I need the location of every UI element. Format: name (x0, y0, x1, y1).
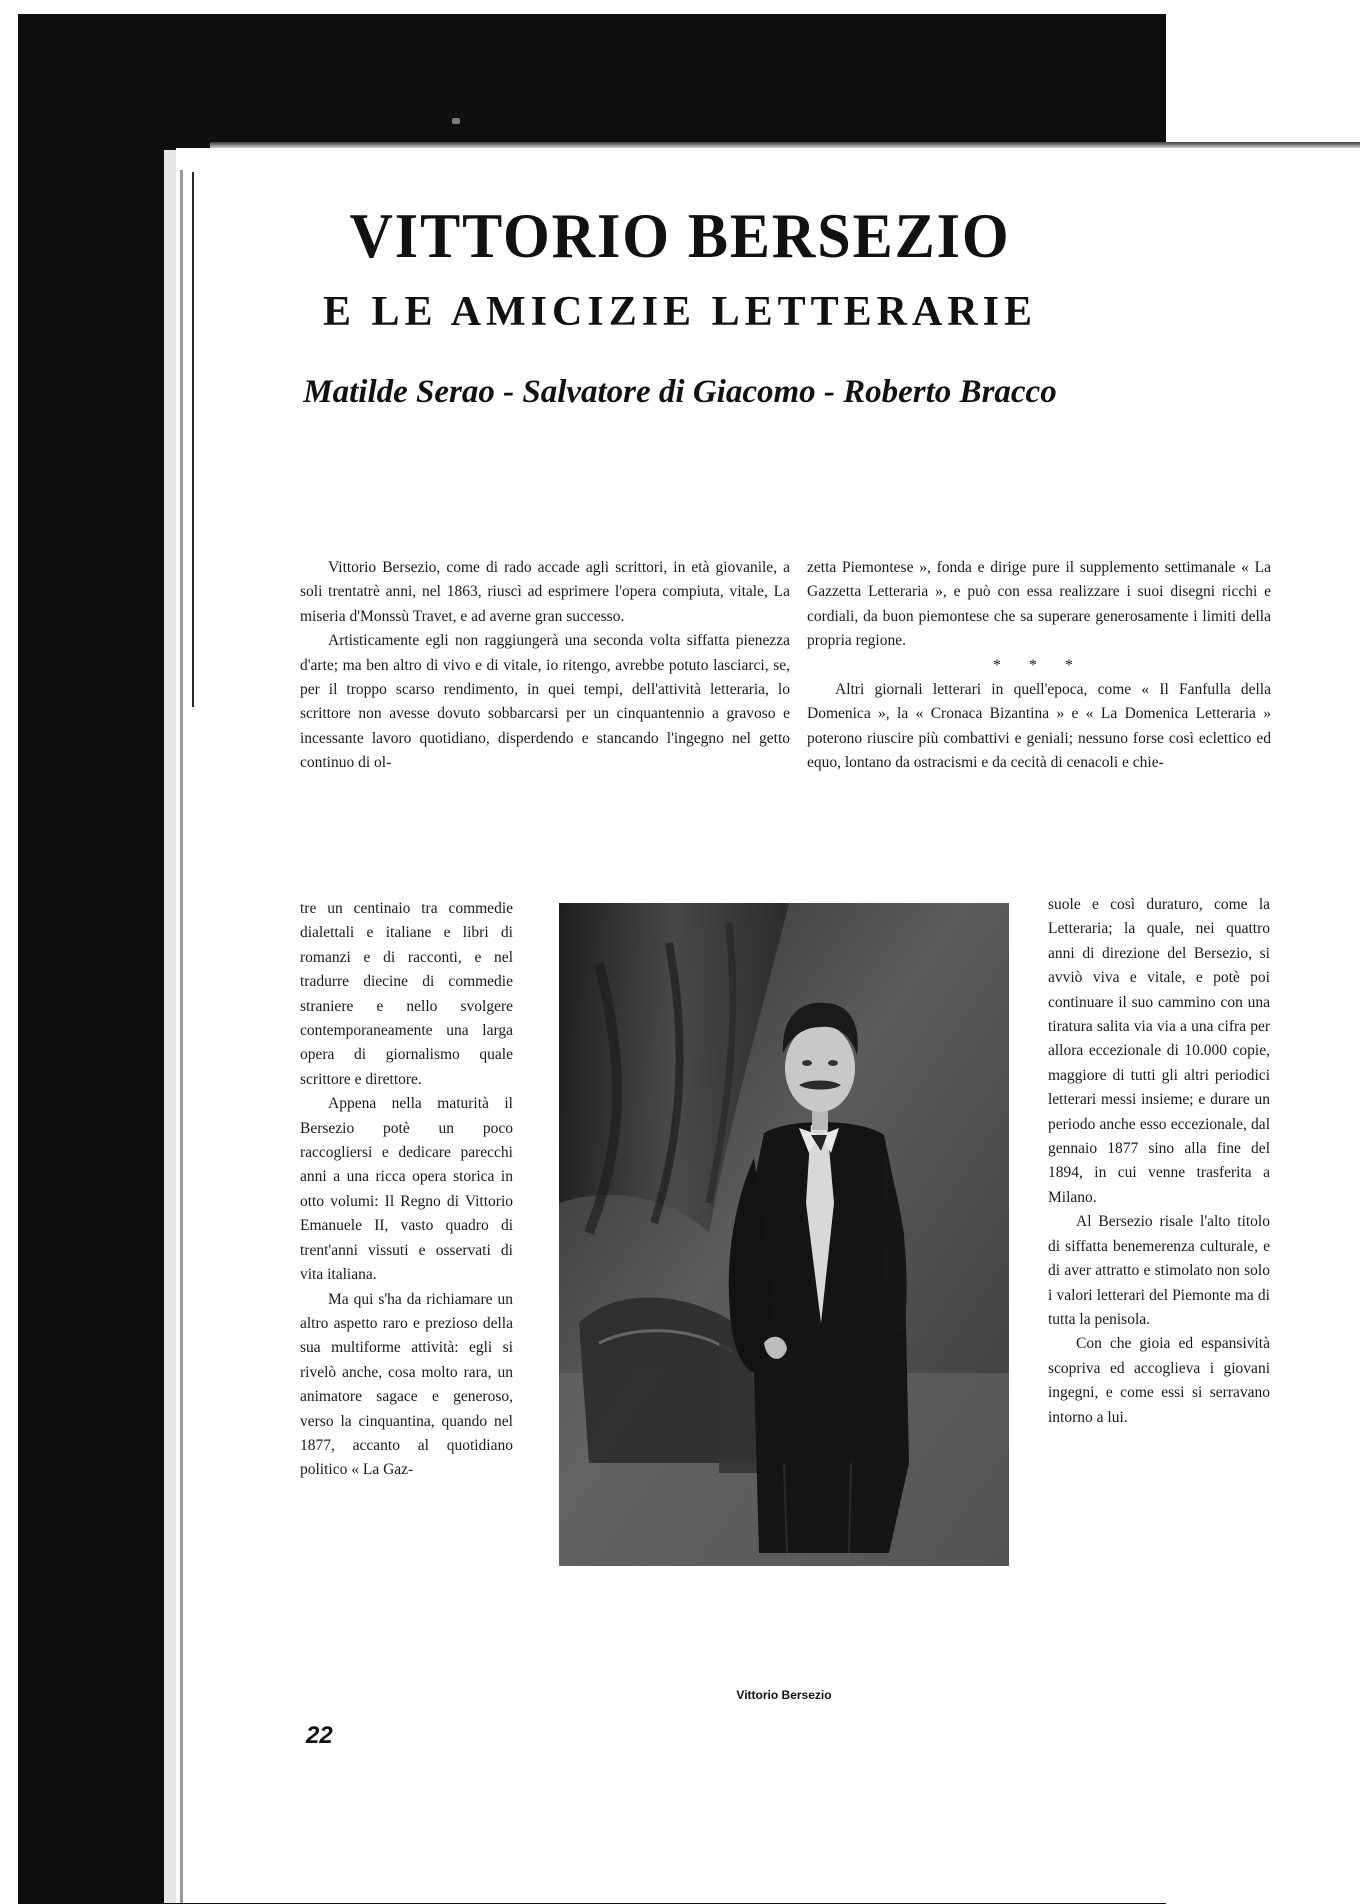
section-separator: * * * (993, 656, 1085, 674)
portrait-photo (559, 903, 1009, 1566)
binding-edge (164, 150, 176, 1903)
article-title: VITTORIO BERSEZIO (349, 200, 1011, 271)
photo-caption: Vittorio Bersezio (736, 1688, 832, 1702)
scan-speck (452, 118, 460, 124)
binding-line (180, 170, 183, 1903)
article-subtitle: E LE AMICIZIE LETTERARIE (322, 289, 1037, 335)
article-byline: Matilde Serao - Salvatore di Giacomo - Roberto Bracco (303, 374, 1057, 410)
paragraph: tre un centinaio tra commedie dialettali e italiane e libri di romanzi e di racconti, e nel tradurre diecine di commedie straniere e nello svolgere contemporaneamente una larga opera di giornalismo quale scrittore e direttore. (300, 900, 513, 1088)
paragraph: zetta Piemontese », fonda e dirige pure il supplemento settimanale « La Gazzetta Letteraria », e può con essa realizzare i suoi disegni ricchi e cordiali, da buon piemontese che sa superare generosamente i limiti della propria regione. (807, 559, 1271, 650)
right-column-top (807, 556, 1271, 776)
paragraph: Appena nella maturità il Bersezio potè un poco raccogliersi e dedicare parecchi anni a una ricca opera storica in otto volumi: Il Regno di Vittorio Emanuele II, vasto quadro di trent'anni vissuti e osservati di vita italiana. (300, 1095, 513, 1284)
paragraph: Con che gioia ed espansività scopriva ed accoglieva i giovani ingegni, e come essi si serravano intorno a lui. (1048, 1335, 1270, 1426)
left-column-top (300, 556, 790, 776)
paragraph: Ma qui s'ha da richiamare un altro aspetto raro e prezioso della sua multiforme attività: egli si rivelò anche, cosa molto rara, un animatore sagace e generoso, verso la cinquantina, quando nel 1877, accanto al quotidiano politico « La Gaz- (300, 1290, 513, 1479)
paragraph: Altri giornali letterari in quell'epoca, come « Il Fanfulla della Domenica », la « Cronaca Bizantina » e « La Domenica Letteraria » poterono riuscire più combattivi e geniali; nessuno forse così eclettico ed equo, lontano da ostracismi e da cecità di cenacoli e chie- (807, 681, 1271, 772)
paragraph: Vittorio Bersezio, come di rado accade agli scrittori, in età giovanile, a soli trentatrè anni, nel 1863, riuscì ad esprimere l'opera compiuta, vitale, La miseria d'Monssù Travet, e ad averne gran successo. (300, 559, 790, 625)
right-column-bottom (1048, 893, 1270, 1430)
paragraph: Artisticamente egli non raggiungerà una seconda volta siffatta pienezza d'arte; ma ben altro di vivo e di vitale, io ritengo, avrebbe potuto lasciarci, se, per il troppo scarso rendimento, in quei tempi, dell'attività letteraria, lo scrittore non avesse dovuto sobbarcarsi per un cinquantennio a gravoso e incessante lavoro quotidiano, disperdendo e stancando l'ingegno nel getto continuo di ol- (300, 632, 790, 772)
portrait-illustration (559, 903, 1009, 1566)
left-column-bottom (300, 897, 513, 1483)
paragraph: suole e così duraturo, come la Letteraria; la quale, nei quattro anni di direzione del Bersezio, si avviò viva e vitale, e potè poi continuare il suo cammino con una tiratura salita via via a una cifra per allora eccezionale di 10.000 copie, maggiore di tutti gli altri periodici letterari messi insieme; e durare un periodo anche esso eccezionale, dal gennaio 1877 sino alla fine del 1894, in cui venne trasferita a Milano. (1048, 896, 1270, 1206)
paragraph: Al Bersezio risale l'alto titolo di siffatta benemerenza culturale, e di aver attratto e stimolato non solo i valori letterari del Piemonte ma di tutta la penisola. (1048, 1213, 1270, 1328)
page-number: 22 (306, 1722, 333, 1749)
